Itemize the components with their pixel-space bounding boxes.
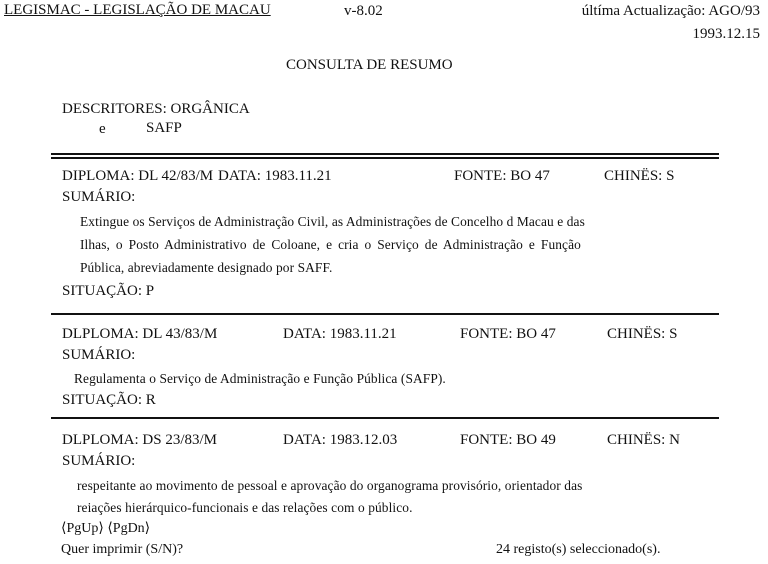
record-summary-line: Ilhas, o Posto Administrativo de Coloane, e cria o Serviço de Administração e Função — [80, 237, 581, 252]
record-date: DATA: 1983.11.21 — [218, 168, 332, 184]
record-date: DATA: 1983.12.03 — [283, 432, 398, 448]
record-chinese: CHINËS: S — [607, 326, 678, 342]
app-title: LEGISMAC - LEGISLAÇÃO DE MACAU — [4, 2, 271, 18]
double-separator-top — [51, 153, 719, 155]
record-separator — [51, 313, 719, 315]
record-summary-line: reiações hierárquico-funcionais e das relações com o público. — [77, 500, 413, 515]
record-summary-label: SUMÁRIO: — [62, 347, 136, 363]
record-summary-label: SUMÁRIO: — [62, 453, 136, 469]
record-summary-label: SUMÁRIO: — [62, 189, 136, 205]
descriptor-connector: e — [99, 121, 106, 137]
record-diploma: DIPLOMA: DL 42/83/M — [62, 168, 214, 184]
record-separator — [51, 417, 719, 419]
record-date: DATA: 1983.11.21 — [283, 326, 397, 342]
record-summary-line: Pública, abreviadamente designado por SAFF. — [80, 260, 333, 275]
record-source: FONTE: BO 47 — [460, 326, 556, 342]
record-chinese: CHINËS: S — [604, 168, 675, 184]
record-summary-line: respeitante ao movimento de pessoal e aprovação do organograma provisório, orientador das — [77, 478, 583, 493]
last-update-label: últíma Actualização: AGO/93 — [581, 3, 760, 19]
current-date: 1993.12.15 — [692, 26, 760, 42]
record-summary-line: Regulamenta o Serviço de Administração e Função Pública (SAFP). — [74, 371, 446, 386]
record-source: FONTE: BO 47 — [454, 168, 550, 184]
screen-title: CONSULTA DE RESUMO — [286, 57, 453, 73]
double-separator-bottom — [51, 157, 719, 159]
record-chinese: CHINËS: N — [607, 432, 680, 448]
print-prompt[interactable]: Quer imprimir (S/N)? — [61, 542, 184, 557]
record-diploma: DLPLOMA: DS 23/83/M — [62, 432, 218, 448]
record-source: FONTE: BO 49 — [460, 432, 556, 448]
record-status: SITUAÇÃO: P — [62, 283, 155, 299]
version-label: v-8.02 — [344, 3, 383, 19]
record-diploma: DLPLOMA: DL 43/83/M — [62, 326, 218, 342]
descriptor-second: SAFP — [146, 120, 182, 136]
record-status: SITUAÇÃO: R — [62, 392, 156, 408]
selected-count: 24 registo(s) seleccionado(s). — [496, 542, 661, 557]
page-navigation-keys[interactable]: ⟨PgUp⟩ ⟨PgDn⟩ — [61, 521, 151, 536]
record-summary-line: Extingue os Serviços de Administração Civil, as Administrações de Concelho d Macau e das — [80, 214, 585, 229]
descriptors-label: DESCRITORES: ORGÂNICA — [62, 101, 250, 117]
